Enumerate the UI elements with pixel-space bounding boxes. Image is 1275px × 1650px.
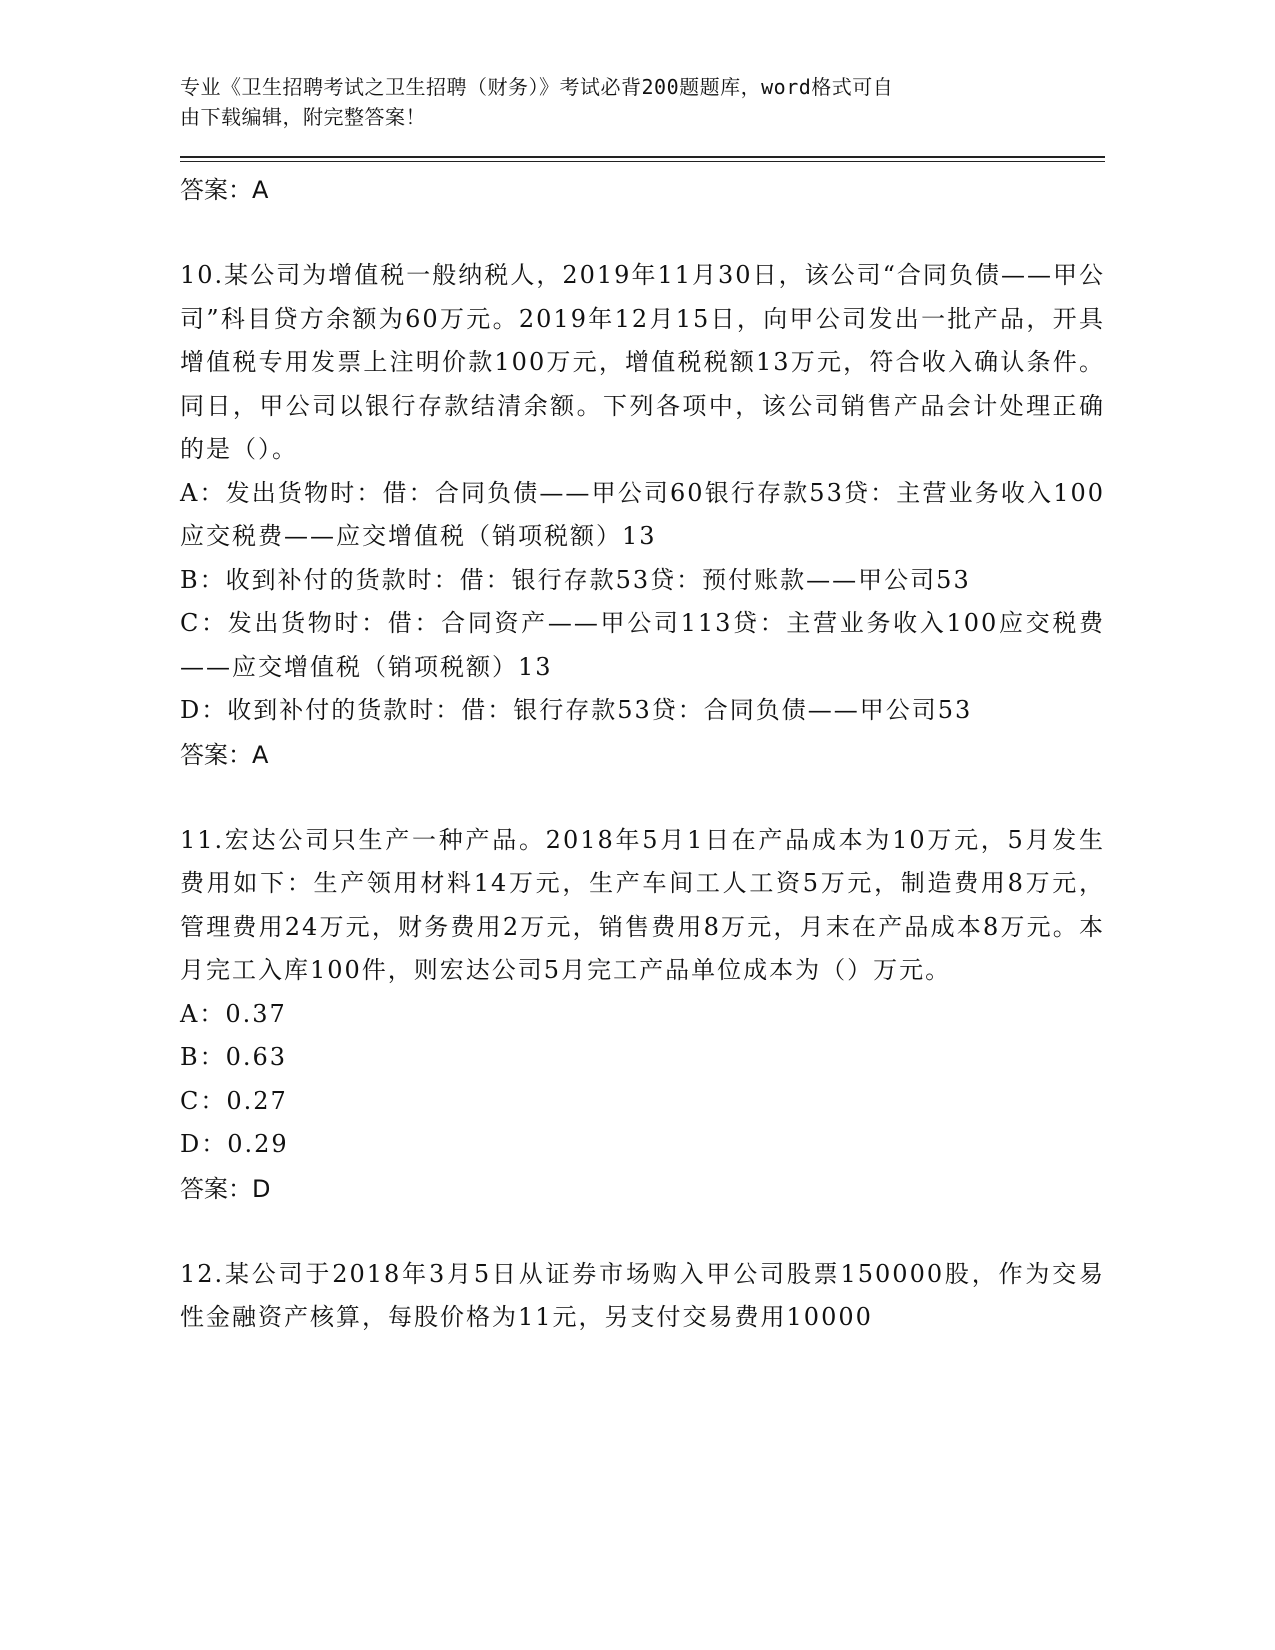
option-c: C：0.27 bbox=[180, 1086, 288, 1115]
header-line-1: 专业《卫生招聘考试之卫生招聘（财务）》考试必背200题题库，word格式可自 bbox=[180, 75, 894, 99]
answer-line: 答案：A bbox=[180, 740, 269, 769]
option-a: A：0.37 bbox=[180, 999, 287, 1028]
document-header bbox=[180, 72, 1105, 132]
option-d: D：收到补付的货款时：借：银行存款53贷：合同负债——甲公司53 bbox=[180, 696, 973, 724]
answer-line: 答案：D bbox=[180, 1174, 271, 1203]
header-divider bbox=[180, 156, 1105, 162]
option-d: D：0.29 bbox=[180, 1130, 289, 1158]
option-c: C：发出货物时：借：合同资产——甲公司113贷：主营业务收入100应交税费——应交增值税（销项税额）13 bbox=[180, 609, 1105, 681]
question-10 bbox=[180, 254, 1105, 777]
option-b: B：收到补付的货款时：借：银行存款53贷：预付账款——甲公司53 bbox=[180, 565, 971, 594]
previous-answer: 答案：A bbox=[180, 176, 269, 204]
header-line-2: 由下载编辑，附完整答案！ bbox=[180, 105, 426, 129]
document-page bbox=[180, 0, 1105, 1340]
option-b: B：0.63 bbox=[180, 1043, 288, 1071]
question-stem: 11.宏达公司只生产一种产品。2018年5月1日在产品成本为10万元，5月发生费用如下：生产领用材料14万元，生产车间工人工资5万元，制造费用8万元，管理费用24万元，财务费用2万元，销售费用8万元，月末在产品成本8万元。本月完工入库100件，则宏达公司5月完工产品单位成本为（）万元。 bbox=[180, 825, 1105, 984]
question-12 bbox=[180, 1253, 1105, 1340]
question-11 bbox=[180, 819, 1105, 1211]
question-stem: 12.某公司于2018年3月5日从证券市场购入甲公司股票150000股，作为交易性金融资产核算，每股价格为11元，另支付交易费用10000 bbox=[180, 1259, 1105, 1331]
question-stem: 10.某公司为增值税一般纳税人，2019年11月30日，该公司“合同负债——甲公司”科目贷方余额为60万元。2019年12月15日，向甲公司发出一批产品，开具增值税专用发票上注明价款100万元，增值税税额13万元，符合收入确认条件。同日，甲公司以银行存款结清余额。下列各项中，该公司销售产品会计处理正确的是（）。 bbox=[180, 261, 1105, 463]
option-a: A：发出货物时：借：合同负债——甲公司60银行存款53贷：主营业务收入100应交税费——应交增值税（销项税额）13 bbox=[180, 478, 1105, 550]
